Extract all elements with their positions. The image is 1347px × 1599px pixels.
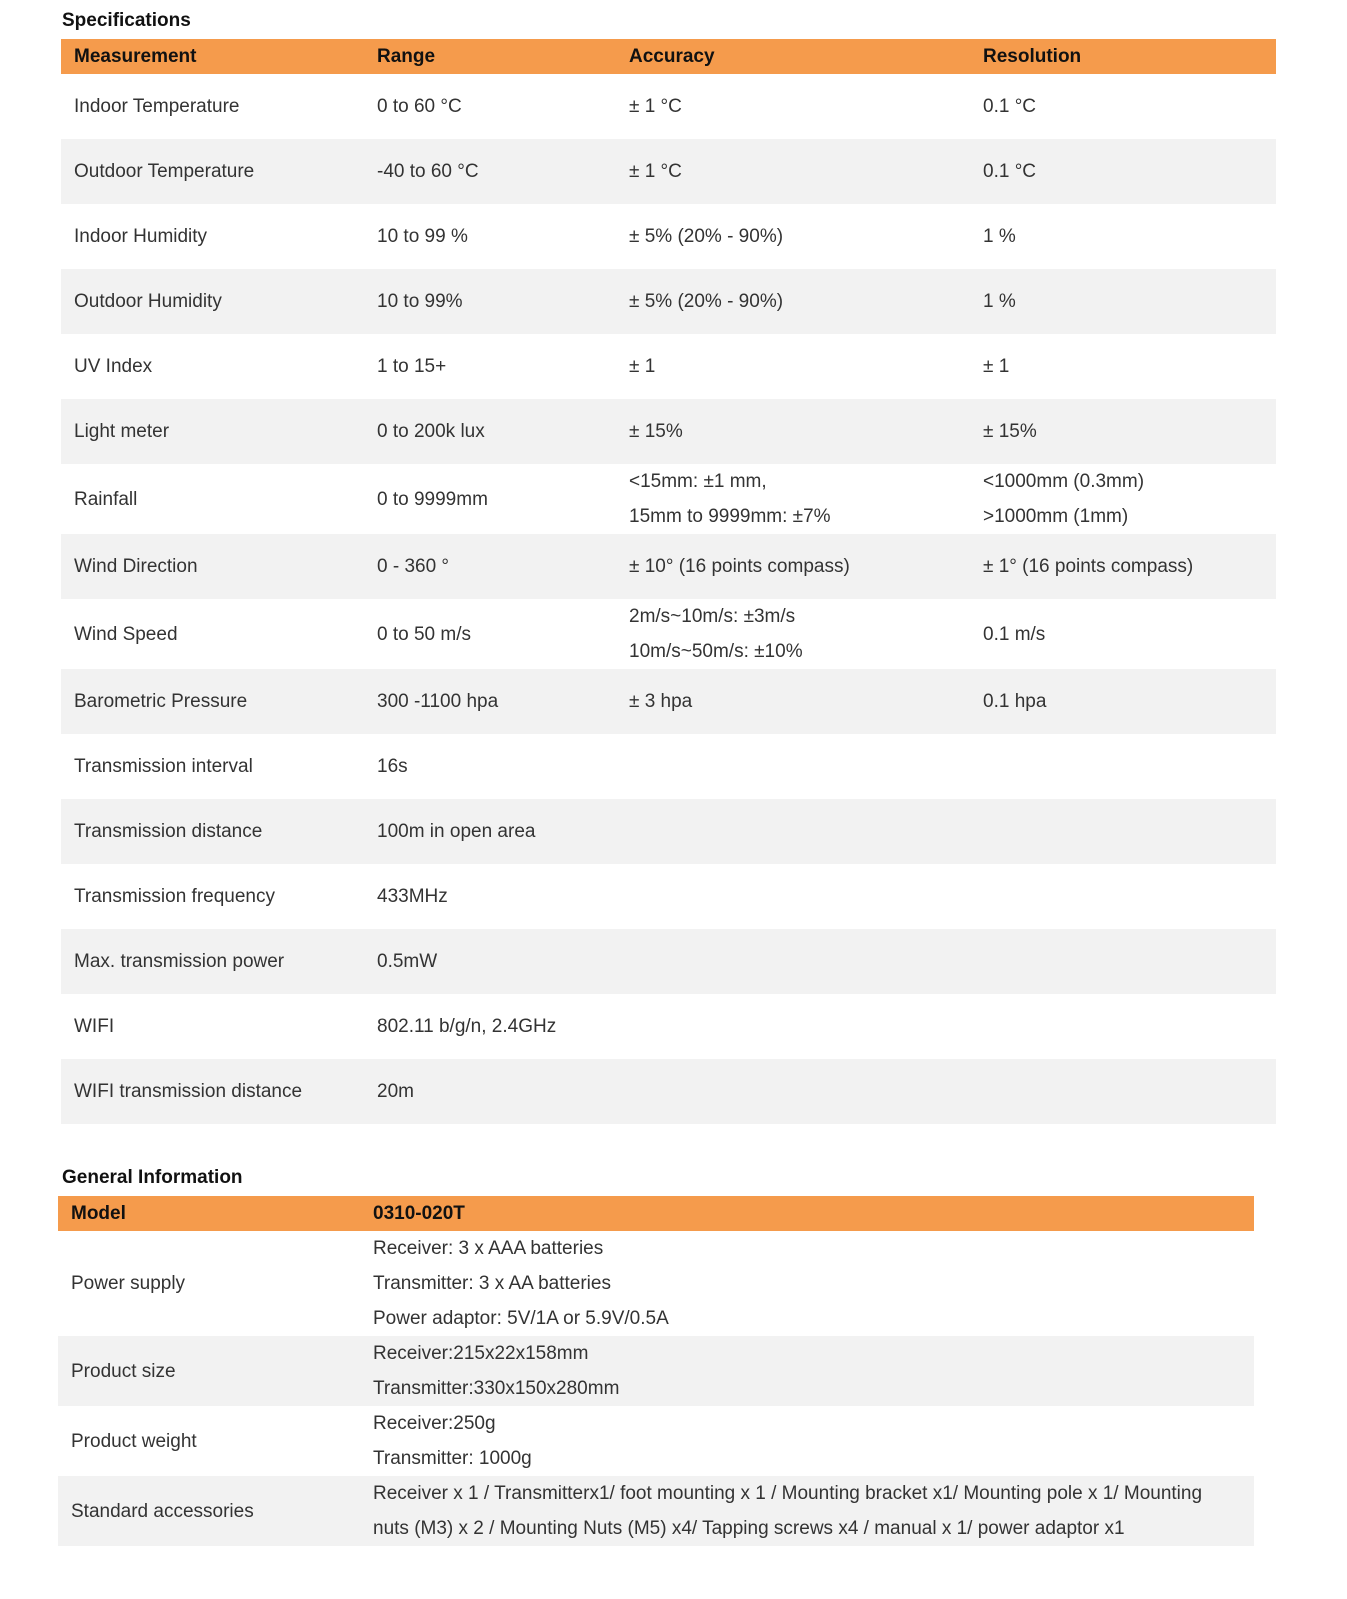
spec-resolution bbox=[970, 599, 1276, 669]
spec-range: 0 to 200k lux bbox=[364, 399, 616, 464]
spec-range: 20m bbox=[364, 1059, 616, 1124]
spec-range: 0 - 360 ° bbox=[364, 534, 616, 599]
spec-measurement: WIFI bbox=[74, 1016, 115, 1037]
spec-accuracy bbox=[616, 204, 970, 269]
spec-range: 802.11 b/g/n, 2.4GHz bbox=[377, 1016, 557, 1037]
spec-range: 0 to 9999mm bbox=[377, 488, 488, 510]
spec-range: 16s bbox=[377, 756, 408, 777]
spec-accuracy bbox=[616, 734, 970, 799]
spec-row bbox=[61, 599, 1276, 669]
spec-measurement: Max. transmission power bbox=[61, 929, 364, 994]
specifications-table bbox=[61, 39, 1276, 1124]
spec-accuracy-line: ± 1 °C bbox=[629, 161, 682, 182]
spec-resolution-line: <1000mm (0.3mm) bbox=[983, 471, 1145, 492]
spec-accuracy bbox=[616, 269, 970, 334]
spec-measurement: Transmission distance bbox=[61, 799, 364, 864]
specifications-title: Specifications bbox=[62, 10, 191, 31]
spec-row bbox=[61, 74, 1276, 139]
spec-accuracy bbox=[616, 599, 970, 669]
general-value-line: Receiver x 1 / Transmitterx1/ foot mounting x 1 / Mounting bracket x1/ Mounting pole x 1/ Mounting bbox=[373, 1483, 1203, 1504]
spec-row bbox=[61, 334, 1276, 399]
spec-measurement: Indoor Humidity bbox=[74, 226, 208, 247]
general-label: Standard accessories bbox=[58, 1476, 360, 1546]
spec-resolution-line: 1 % bbox=[983, 226, 1016, 247]
header-resolution: Resolution bbox=[970, 39, 1276, 74]
spec-accuracy bbox=[616, 864, 970, 929]
spec-measurement: Barometric Pressure bbox=[61, 669, 364, 734]
spec-resolution bbox=[970, 334, 1276, 399]
general-label: Power supply bbox=[71, 1273, 186, 1294]
spec-row bbox=[61, 864, 1276, 929]
spec-row bbox=[61, 1059, 1276, 1124]
general-value bbox=[360, 1231, 1254, 1336]
general-value bbox=[360, 1406, 1254, 1476]
spec-measurement: Rainfall bbox=[74, 488, 138, 510]
spec-resolution bbox=[970, 269, 1276, 334]
spec-resolution-line: 1 % bbox=[983, 291, 1016, 312]
spec-resolution bbox=[970, 734, 1276, 799]
spec-row bbox=[61, 994, 1276, 1059]
spec-row bbox=[61, 669, 1276, 734]
spec-resolution bbox=[970, 994, 1276, 1059]
general-row bbox=[58, 1476, 1254, 1546]
spec-range: 1 to 15+ bbox=[377, 356, 447, 377]
specifications-header-row bbox=[61, 39, 1276, 74]
spec-measurement: UV Index bbox=[74, 356, 153, 377]
spec-resolution-line: ± 15% bbox=[983, 421, 1037, 442]
spec-row bbox=[61, 534, 1276, 599]
general-value-line: Transmitter:330x150x280mm bbox=[373, 1378, 620, 1399]
header-range: Range bbox=[364, 39, 616, 74]
spec-accuracy-line: ± 1 °C bbox=[629, 96, 682, 117]
spec-accuracy bbox=[616, 464, 970, 534]
general-row bbox=[58, 1406, 1254, 1476]
general-value-line: Receiver: 3 x AAA batteries bbox=[373, 1238, 604, 1259]
spec-row bbox=[61, 399, 1276, 464]
spec-range: 433MHz bbox=[377, 886, 448, 907]
spec-accuracy-line: 15mm to 9999mm: ±7% bbox=[629, 506, 831, 527]
general-row bbox=[58, 1336, 1254, 1406]
spec-range: 0.5mW bbox=[364, 929, 616, 994]
spec-measurement: Transmission interval bbox=[74, 756, 253, 777]
header-model: Model bbox=[58, 1196, 360, 1231]
spec-accuracy bbox=[616, 799, 970, 864]
spec-row bbox=[61, 799, 1276, 864]
spec-measurement: WIFI transmission distance bbox=[61, 1059, 364, 1124]
general-value-line: Receiver:250g bbox=[373, 1413, 496, 1434]
spec-measurement: Light meter bbox=[61, 399, 364, 464]
general-label: Product weight bbox=[71, 1430, 197, 1452]
spec-range: -40 to 60 °C bbox=[364, 139, 616, 204]
spec-accuracy bbox=[616, 399, 970, 464]
spec-row bbox=[61, 464, 1276, 534]
spec-measurement: Outdoor Humidity bbox=[61, 269, 364, 334]
spec-accuracy bbox=[616, 74, 970, 139]
spec-accuracy bbox=[616, 994, 970, 1059]
spec-range: 300 -1100 hpa bbox=[364, 669, 616, 734]
general-value-line: Power adaptor: 5V/1A or 5.9V/0.5A bbox=[373, 1308, 669, 1329]
spec-measurement: Indoor Temperature bbox=[74, 96, 240, 117]
spec-accuracy-line: ± 10° (16 points compass) bbox=[629, 556, 850, 577]
spec-measurement: Wind Direction bbox=[61, 534, 364, 599]
spec-resolution bbox=[970, 929, 1276, 994]
general-value-line: nuts (M3) x 2 / Mounting Nuts (M5) x4/ Tapping screws x4 / manual x 1/ power adaptor x1 bbox=[373, 1518, 1125, 1539]
spec-row bbox=[61, 269, 1276, 334]
general-row bbox=[58, 1231, 1254, 1336]
spec-resolution-line: 0.1 hpa bbox=[983, 691, 1047, 712]
spec-resolution bbox=[970, 139, 1276, 204]
spec-accuracy bbox=[616, 929, 970, 994]
spec-accuracy bbox=[616, 139, 970, 204]
spec-accuracy-line: ± 1 bbox=[629, 356, 656, 377]
spec-range: 0 to 50 m/s bbox=[377, 623, 471, 645]
spec-measurement: Outdoor Temperature bbox=[61, 139, 364, 204]
general-value-line: Transmitter: 3 x AA batteries bbox=[373, 1273, 611, 1294]
spec-accuracy-line: ± 5% (20% - 90%) bbox=[629, 291, 784, 312]
spec-resolution bbox=[970, 534, 1276, 599]
spec-accuracy-line: 2m/s~10m/s: ±3m/s bbox=[629, 606, 796, 627]
spec-resolution-line: ± 1 bbox=[983, 356, 1010, 377]
general-value bbox=[360, 1476, 1254, 1546]
spec-measurement: Transmission frequency bbox=[74, 886, 275, 907]
spec-accuracy bbox=[616, 334, 970, 399]
header-model-number: 0310-020T bbox=[360, 1196, 1254, 1231]
spec-resolution-line: ± 1° (16 points compass) bbox=[983, 556, 1194, 577]
spec-range: 10 to 99 % bbox=[377, 226, 468, 247]
general-value-line: Receiver:215x22x158mm bbox=[373, 1343, 589, 1364]
spec-resolution-line: 0.1 °C bbox=[983, 161, 1037, 182]
spec-resolution-line: >1000mm (1mm) bbox=[983, 506, 1129, 527]
spec-range: 10 to 99% bbox=[364, 269, 616, 334]
spec-row bbox=[61, 734, 1276, 799]
spec-measurement: Wind Speed bbox=[74, 623, 178, 645]
spec-accuracy bbox=[616, 1059, 970, 1124]
spec-resolution bbox=[970, 74, 1276, 139]
spec-resolution bbox=[970, 669, 1276, 734]
spec-resolution bbox=[970, 799, 1276, 864]
spec-row bbox=[61, 929, 1276, 994]
spec-range: 0 to 60 °C bbox=[377, 96, 462, 117]
header-measurement: Measurement bbox=[61, 39, 364, 74]
spec-range: 100m in open area bbox=[364, 799, 616, 864]
spec-accuracy-line: ± 3 hpa bbox=[629, 691, 693, 712]
spec-resolution bbox=[970, 204, 1276, 269]
spec-accuracy bbox=[616, 534, 970, 599]
general-label: Product size bbox=[58, 1336, 360, 1406]
general-value-line: Transmitter: 1000g bbox=[373, 1448, 532, 1469]
general-information-title: General Information bbox=[62, 1167, 243, 1188]
general-header-row bbox=[58, 1196, 1254, 1231]
spec-resolution bbox=[970, 1059, 1276, 1124]
spec-resolution bbox=[970, 864, 1276, 929]
spec-resolution bbox=[970, 399, 1276, 464]
spec-accuracy-line: <15mm: ±1 mm, bbox=[629, 471, 767, 492]
general-information-table bbox=[58, 1196, 1254, 1546]
spec-accuracy-line: 10m/s~50m/s: ±10% bbox=[629, 641, 803, 662]
spec-accuracy-line: ± 5% (20% - 90%) bbox=[629, 226, 784, 247]
spec-row bbox=[61, 204, 1276, 269]
spec-accuracy bbox=[616, 669, 970, 734]
spec-resolution-line: 0.1 °C bbox=[983, 96, 1037, 117]
header-accuracy: Accuracy bbox=[616, 39, 970, 74]
spec-accuracy-line: ± 15% bbox=[629, 421, 683, 442]
spec-resolution bbox=[970, 464, 1276, 534]
general-value bbox=[360, 1336, 1254, 1406]
spec-resolution-line: 0.1 m/s bbox=[983, 623, 1046, 645]
spec-row bbox=[61, 139, 1276, 204]
